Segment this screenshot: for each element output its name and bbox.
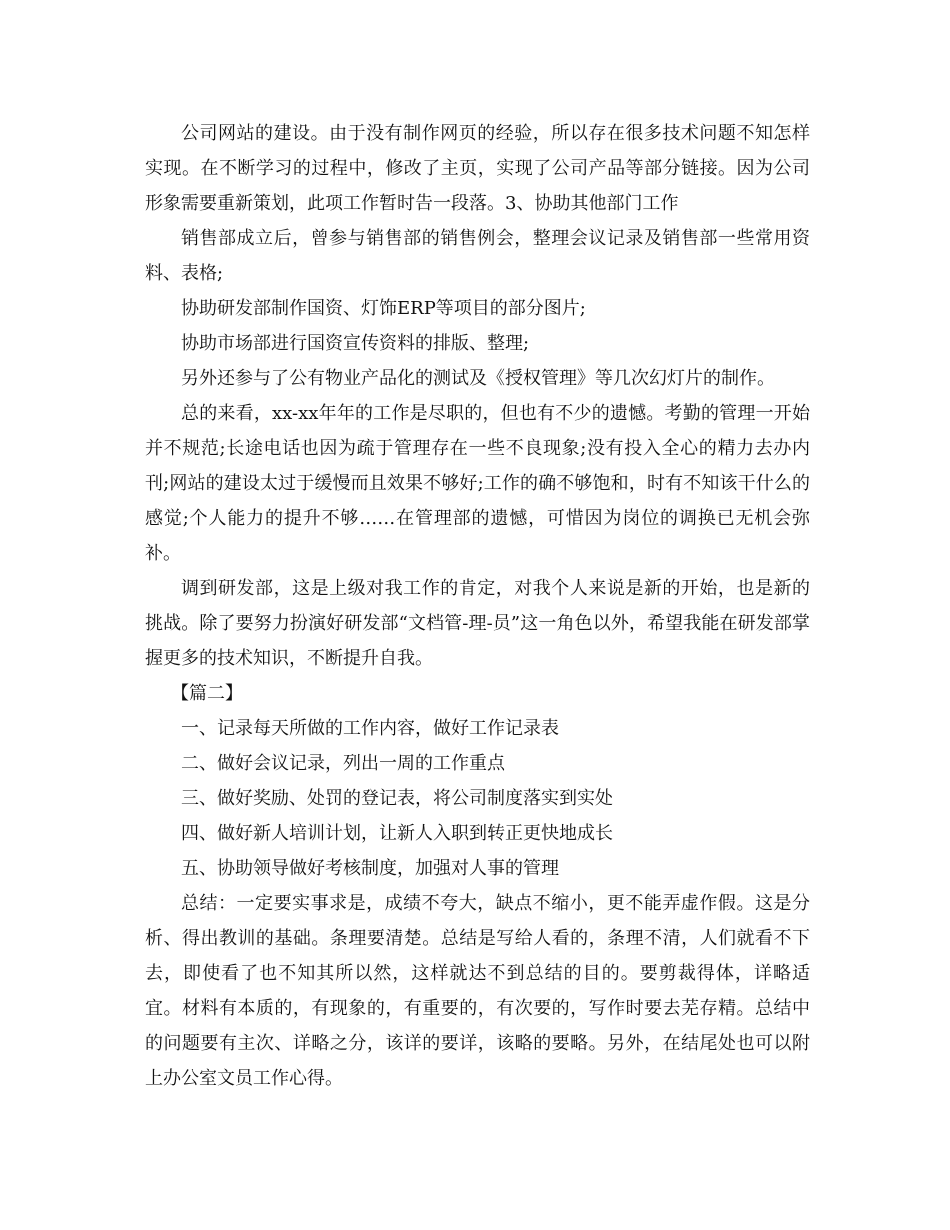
list-item: 二、做好会议记录，列出一周的工作重点 xyxy=(181,753,505,774)
document-body xyxy=(145,116,810,1096)
paragraph-transfer: 调到研发部，这是上级对我工作的肯定，对我个人来说是新的开始，也是新的挑战。除了要努力扮演好研发部“文档管-理-员”这一角色以外，希望我能在研发部掌握更多的技术知识，不断提升自我。 xyxy=(145,578,810,669)
paragraph-overview: 总的来看，xx-xx年年的工作是尽职的，但也有不少的遗憾。考勤的管理一开始并不规范;长途电话也因为疏于管理存在一些不良现象;没有投入全心的精力去办内刊;网站的建设太过于缓慢而且效果不够好;工作的确不够饱和，时有不知该干什么的感觉;个人能力的提升不够……在管理部的遗憾，可惜因为岗位的调换已无机会弥补。 xyxy=(145,403,811,564)
section-heading: 【篇二】 xyxy=(171,683,243,704)
paragraph-summary: 总结：一定要实事求是，成绩不夸大，缺点不缩小，更不能弄虚作假。这是分析、得出教训的基础。条理要清楚。总结是写给人看的，条理不清，人们就看不下去，即使看了也不知其所以然，这样就达不到总结的目的。要剪裁得体，详略适宜。材料有本质的，有现象的，有重要的，有次要的，写作时要去芜存精。总结中的问题要有主次、详略之分，该详的要详，该略的要略。另外，在结尾处也可以附上办公室文员工作心得。 xyxy=(145,893,810,1089)
list-item: 五、协助领导做好考核制度，加强对人事的管理 xyxy=(181,858,559,879)
list-item: 三、做好奖励、处罚的登记表，将公司制度落实到实处 xyxy=(181,788,613,809)
paragraph-rnd-images: 协助研发部制作国资、灯饰ERP等项目的部分图片; xyxy=(181,298,586,319)
paragraph-sales: 销售部成立后，曾参与销售部的销售例会，整理会议记录及销售部一些常用资料、表格; xyxy=(145,228,810,284)
list-item: 四、做好新人培训计划，让新人入职到转正更快地成长 xyxy=(181,823,613,844)
paragraph-website: 公司网站的建设。由于没有制作网页的经验，所以存在很多技术问题不知怎样实现。在不断学习的过程中，修改了主页，实现了公司产品等部分链接。因为公司形象需要重新策划，此项工作暂时告一段落。3、协助其他部门工作 xyxy=(145,123,810,214)
paragraph-marketing: 协助市场部进行国资宣传资料的排版、整理; xyxy=(181,333,530,354)
paragraph-other: 另外还参与了公有物业产品化的测试及《授权管理》等几次幻灯片的制作。 xyxy=(181,368,775,389)
list-item: 一、记录每天所做的工作内容，做好工作记录表 xyxy=(181,718,559,739)
